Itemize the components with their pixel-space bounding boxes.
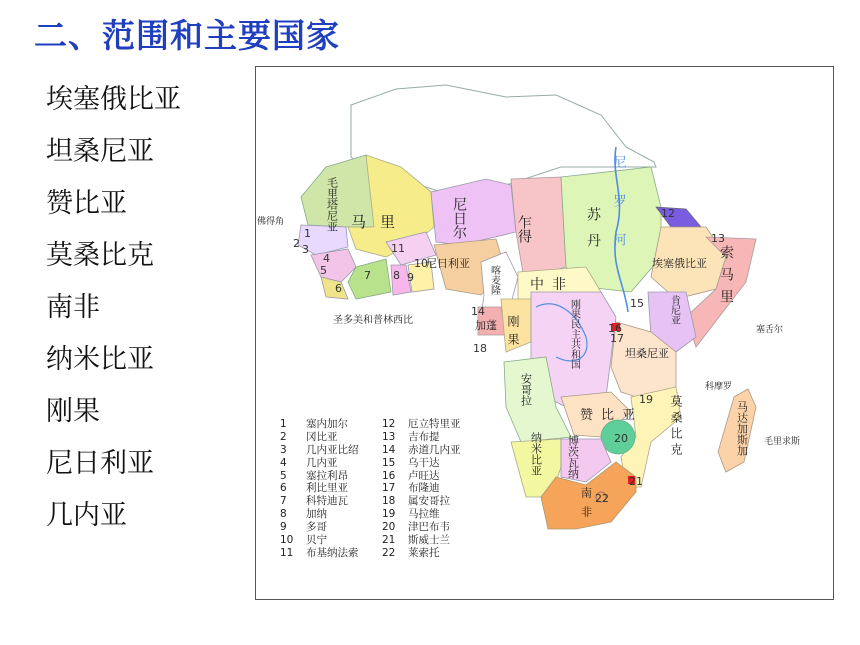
legend-item: 16 卢旺达 (382, 469, 440, 482)
marker-18: 18 (473, 342, 487, 355)
label-tanzania: 坦桑尼亚 (625, 347, 669, 360)
label-botswana: 博茨瓦纳 (566, 435, 580, 479)
legend-item: 17 布隆迪 (382, 482, 440, 495)
label-angola: 安哥拉 (519, 373, 533, 406)
label-nigeria: 尼日利亚 (426, 257, 470, 270)
marker-8: 8 (393, 269, 400, 282)
country-item: 埃塞俄比亚 (46, 84, 181, 115)
region-niger (431, 179, 516, 245)
marker-5: 5 (320, 264, 327, 277)
label-kenya: 肯尼亚 (668, 295, 680, 325)
marker-2: 2 (293, 237, 300, 250)
page-title: 二、范围和主要国家 (34, 16, 340, 55)
marker-6: 6 (335, 282, 342, 295)
label-niger: 尼日尔 (451, 197, 467, 239)
marker-3: 3 (302, 243, 309, 256)
legend-item: 11 布基纳法索 (280, 546, 359, 559)
label-seychelles: 塞舌尔 (756, 325, 784, 335)
marker-4: 4 (323, 252, 330, 265)
legend-column-right (382, 418, 461, 560)
label-congo: 刚果 (506, 315, 520, 351)
legend-item: 5 塞拉利昂 (280, 469, 348, 482)
legend-column-left (280, 418, 359, 560)
country-list (46, 80, 181, 548)
label-comoros: 科摩罗 (705, 382, 733, 392)
marker-13: 13 (711, 232, 725, 245)
label-nile: 尼罗河 (610, 155, 626, 272)
label-mozambique: 莫桑比克 (669, 395, 683, 459)
label-cameroon: 喀麦隆 (488, 265, 500, 295)
label-somalia: 索马里 (718, 245, 734, 311)
country-item: 尼日利亚 (46, 448, 154, 479)
country-item: 几内亚 (46, 500, 127, 531)
country-item: 刚果 (46, 396, 100, 427)
legend-item: 12 厄立特里亚 (382, 418, 461, 430)
legend-item: 9 多哥 (280, 521, 327, 534)
label-cape-verde: 佛得角 (257, 217, 285, 227)
country-item: 南非 (46, 292, 100, 323)
marker-17: 17 (610, 332, 624, 345)
label-gabon: 加蓬 (475, 319, 497, 332)
label-south-africa: 南非 (579, 487, 593, 525)
label-car: 中非 (530, 277, 574, 293)
label-mauritania: 毛里塔尼亚 (325, 177, 339, 232)
marker-22: 22 (595, 492, 609, 505)
legend-item: 14 赤道几内亚 (382, 443, 461, 456)
legend-item: 2 冈比亚 (280, 430, 338, 443)
marker-19: 19 (639, 393, 653, 406)
legend-item: 19 马拉维 (382, 508, 440, 521)
country-item: 莫桑比克 (46, 240, 154, 271)
legend-item: 10 贝宁 (280, 534, 327, 547)
legend-item: 6 利比里亚 (280, 482, 348, 495)
marker-7: 7 (364, 269, 371, 282)
africa-map (255, 66, 834, 600)
marker-12: 12 (661, 207, 675, 220)
marker-10: 10 (414, 257, 428, 270)
legend-item: 15 乌干达 (382, 456, 440, 469)
marker-14: 14 (471, 305, 485, 318)
legend-item: 18 属安哥拉 (382, 495, 450, 508)
label-mali: 马里 (351, 213, 410, 231)
country-item: 赞比亚 (46, 188, 127, 219)
label-mauritius: 毛里求斯 (764, 437, 801, 447)
marker-16: 16 (608, 322, 622, 335)
marker-20: 20 (614, 432, 628, 445)
label-madagascar: 马达加斯加 (735, 401, 749, 456)
legend-item: 8 加纳 (280, 508, 327, 521)
legend-item: 22 莱索托 (382, 546, 440, 559)
marker-1: 1 (304, 227, 311, 240)
legend-item: 21 斯威士兰 (382, 534, 450, 547)
label-drc: 刚果民主共和国 (568, 299, 580, 369)
country-item: 坦桑尼亚 (46, 136, 154, 167)
label-zambia: 赞比亚 (580, 408, 644, 423)
legend-item: 20 津巴布韦 (382, 521, 450, 534)
marker-11: 11 (391, 242, 405, 255)
label-ethiopia: 埃塞俄比亚 (652, 257, 707, 270)
label-sudan: 苏丹 (585, 207, 601, 259)
label-sao-tome: 圣多美和普林西比 (333, 315, 413, 326)
label-chad: 乍得 (516, 215, 532, 243)
legend-item: 3 几内亚比绍 (280, 443, 359, 456)
legend-item: 4 几内亚 (280, 456, 338, 469)
marker-21: 21 (629, 475, 643, 488)
marker-9: 9 (407, 271, 414, 284)
country-item: 纳米比亚 (46, 344, 154, 375)
legend-item: 13 吉布提 (382, 430, 440, 443)
legend-item: 7 科特迪瓦 (280, 495, 348, 508)
legend-item: 1 塞内加尔 (280, 418, 348, 430)
region-guinea (311, 249, 356, 282)
label-namibia: 纳米比亚 (529, 432, 543, 476)
marker-15: 15 (630, 297, 644, 310)
